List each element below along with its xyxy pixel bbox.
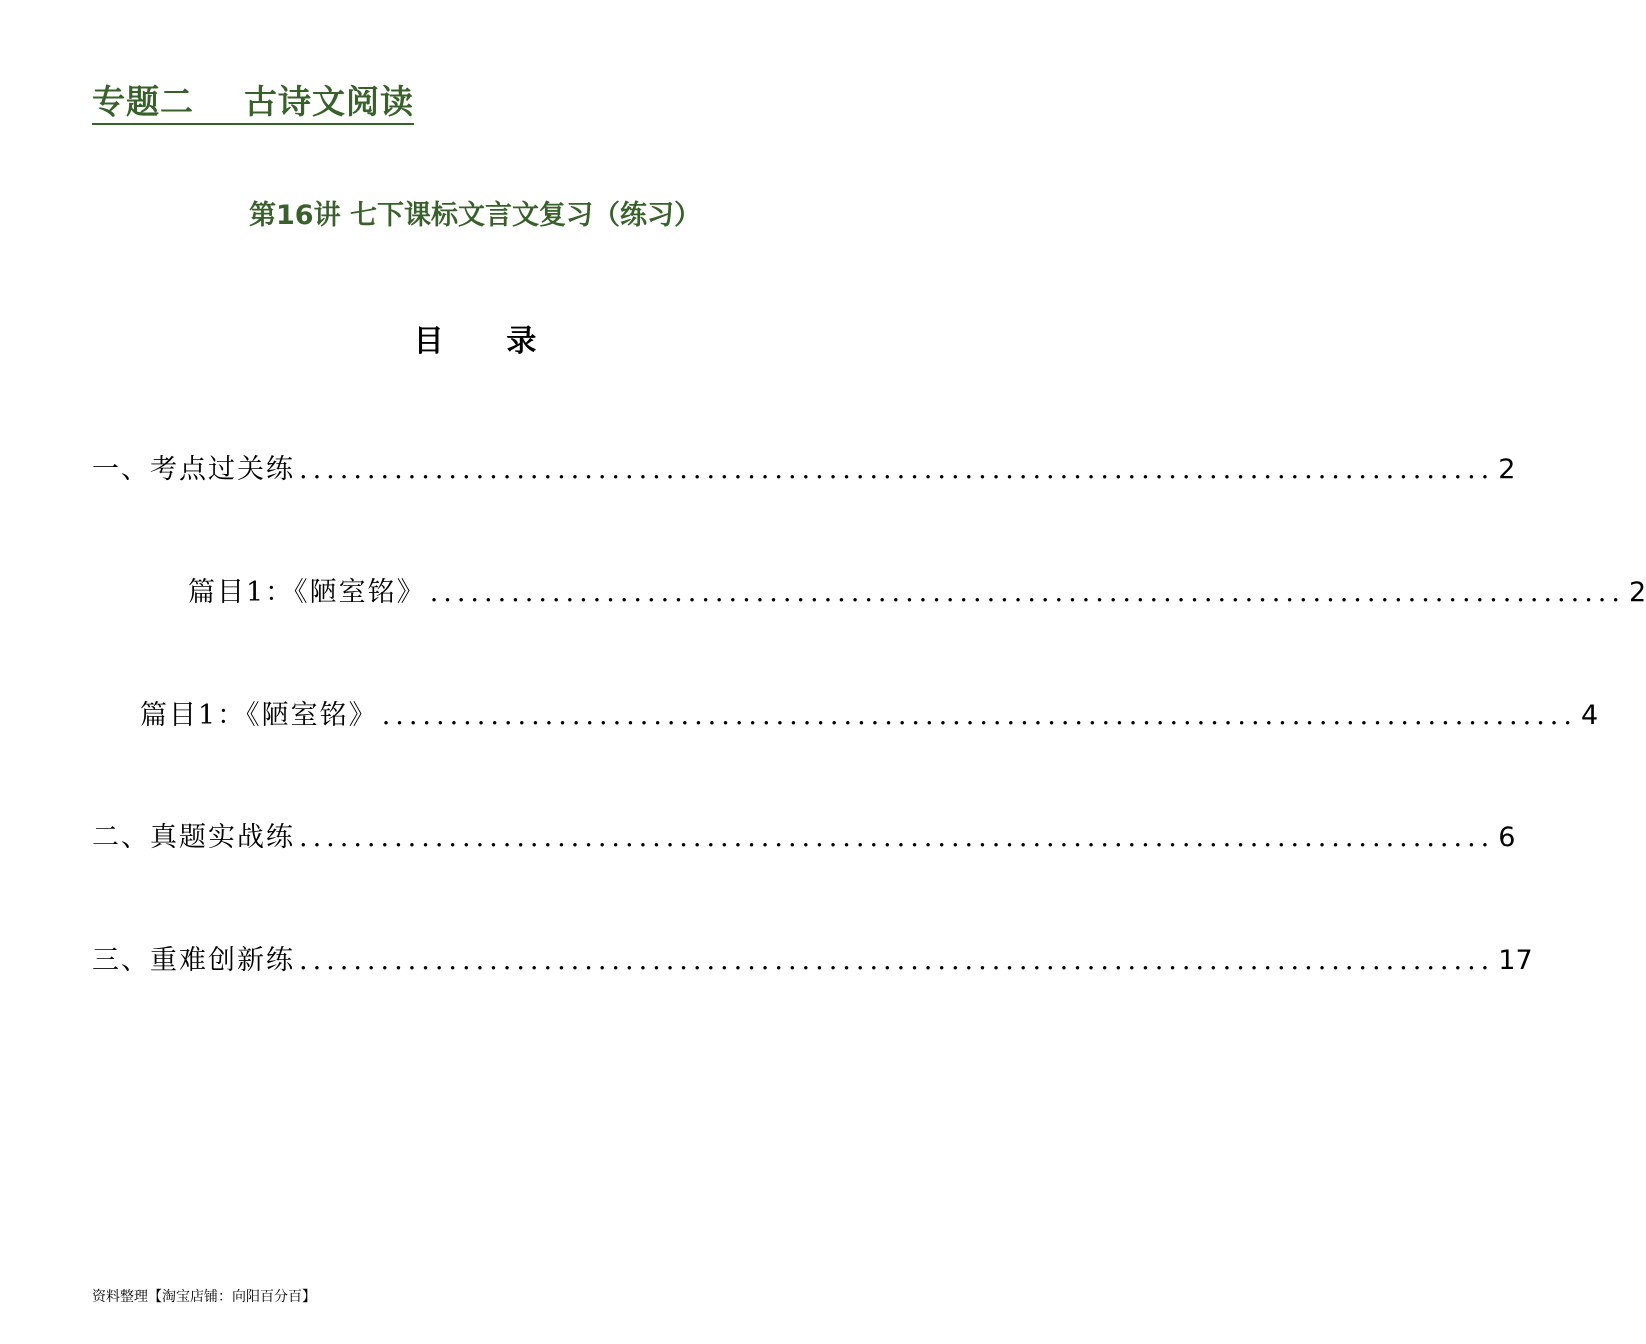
toc-entry-label: 二、真题实战练: [92, 822, 295, 853]
topic-title: 专题二 古诗文阅读: [92, 82, 414, 125]
toc-entry-label: 篇目1：《陋室铭》: [140, 700, 378, 731]
toc-entry-label: 三、重难创新练: [92, 945, 295, 976]
toc-entry-page: 2: [1628, 577, 1646, 608]
toc-entry-article-1[interactable]: [188, 573, 1646, 613]
toc-leader-dots: ........................................................................................: [381, 700, 1577, 731]
toc-entry-real-exams[interactable]: [92, 818, 1516, 858]
toc-entry-page: 4: [1580, 700, 1599, 731]
toc-entry-page: 2: [1498, 454, 1516, 485]
toc-leader-dots: ........................................................................................: [299, 945, 1495, 976]
toc-entry-page: 17: [1498, 945, 1533, 976]
toc-leader-dots: ........................................................................................: [299, 454, 1495, 485]
toc-entry-innovation[interactable]: [92, 941, 1533, 981]
toc-entry-label: 一、考点过关练: [92, 454, 295, 485]
toc-entry-exam-points[interactable]: [92, 450, 1516, 490]
toc-entry-article-1b[interactable]: [140, 696, 1599, 736]
page-footer: 资料整理【淘宝店铺：向阳百分百】: [92, 1289, 316, 1305]
lecture-title: 第16讲 七下课标文言文复习（练习）: [249, 200, 701, 231]
toc-heading: 目 录: [413, 324, 537, 359]
toc-leader-dots: ........................................................................................: [429, 577, 1625, 608]
toc-entry-label: 篇目1：《陋室铭》: [188, 577, 426, 608]
toc-entry-page: 6: [1498, 822, 1516, 853]
toc-leader-dots: ........................................................................................: [299, 822, 1495, 853]
